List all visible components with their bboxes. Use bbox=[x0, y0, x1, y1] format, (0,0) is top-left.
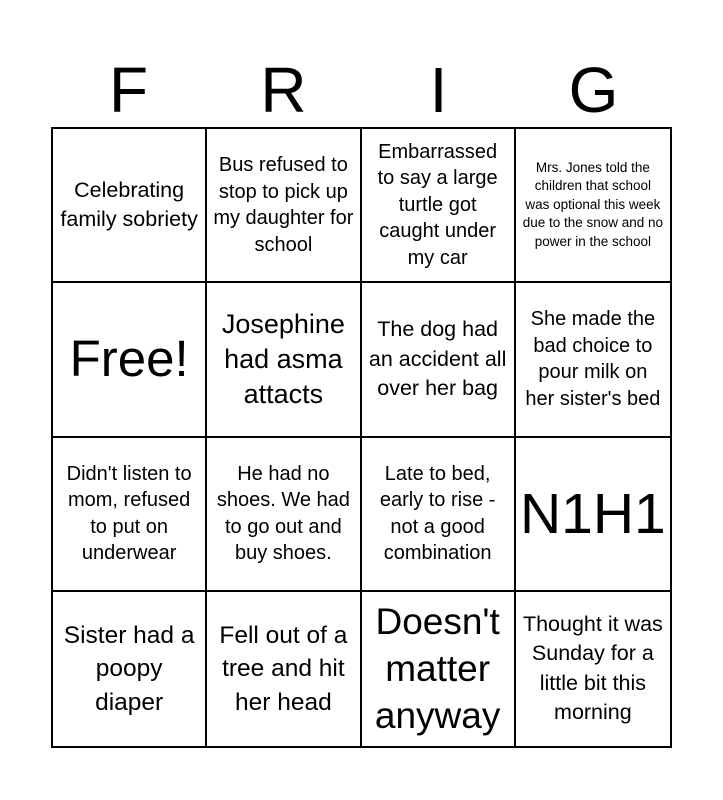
cell-text: Late to bed, early to rise - not a good combination bbox=[379, 462, 496, 565]
cell-text: Fell out of a tree and hit her head bbox=[219, 621, 348, 716]
cell-text: N1H1 bbox=[520, 481, 666, 546]
cell-text: Mrs. Jones told the children that school was optional this week due to the snow and no power in the school bbox=[522, 159, 664, 249]
cell-text: Embarrassed to say a large turtle got caught under my car bbox=[377, 140, 498, 269]
cell-text: Bus refused to stop to pick up my daughter for school bbox=[213, 154, 354, 256]
bingo-cell[interactable] bbox=[207, 129, 361, 283]
header-letter: R bbox=[260, 54, 307, 126]
bingo-cell[interactable] bbox=[516, 592, 670, 746]
header-letter: F bbox=[108, 54, 149, 126]
cell-text: She made the bad choice to pour milk on her sister's bed bbox=[525, 308, 661, 410]
cell-text: Didn't listen to mom, refused to put on underwear bbox=[66, 462, 192, 565]
bingo-cell[interactable] bbox=[53, 438, 207, 592]
bingo-board bbox=[51, 127, 672, 748]
header-letter: G bbox=[568, 54, 619, 126]
cell-text: Free! bbox=[69, 330, 189, 388]
bingo-cell-free[interactable] bbox=[53, 283, 207, 437]
bingo-cell[interactable] bbox=[362, 129, 516, 283]
cell-text: The dog had an accident all over her bag bbox=[368, 317, 507, 401]
bingo-cell[interactable] bbox=[53, 592, 207, 746]
bingo-cell[interactable] bbox=[516, 438, 670, 592]
bingo-cell[interactable] bbox=[207, 438, 361, 592]
bingo-cell[interactable] bbox=[53, 129, 207, 283]
bingo-cell[interactable] bbox=[207, 283, 361, 437]
cell-text: Doesn't matter anyway bbox=[374, 601, 501, 737]
cell-text: He had no shoes. We had to go out and buy shoes. bbox=[216, 462, 350, 565]
cell-text: Sister had a poopy diaper bbox=[63, 621, 195, 716]
bingo-cell[interactable] bbox=[207, 592, 361, 746]
cell-text: Celebrating family sobriety bbox=[60, 177, 198, 232]
bingo-cell[interactable] bbox=[362, 438, 516, 592]
bingo-cell[interactable] bbox=[362, 592, 516, 746]
bingo-cell[interactable] bbox=[516, 283, 670, 437]
header-letter: I bbox=[429, 54, 448, 126]
cell-text: Thought it was Sunday for a little bit this morning bbox=[522, 611, 663, 725]
bingo-cell[interactable] bbox=[516, 129, 670, 283]
bingo-header bbox=[51, 52, 671, 128]
bingo-cell[interactable] bbox=[362, 283, 516, 437]
cell-text: Josephine had asma attacts bbox=[221, 308, 345, 409]
